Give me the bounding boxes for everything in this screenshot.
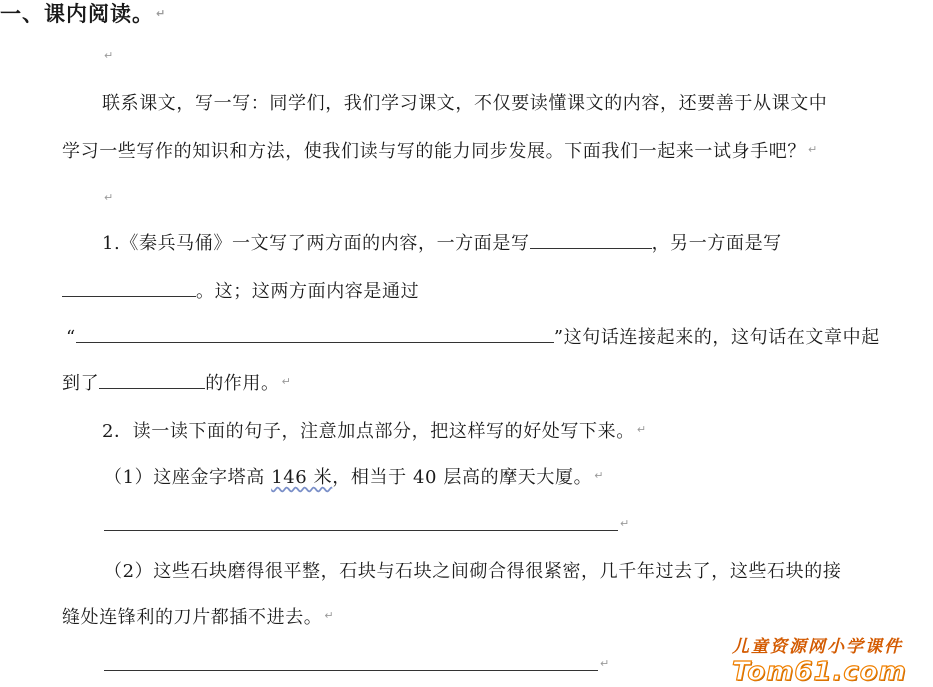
- q1-quote-open: “: [66, 327, 76, 348]
- s1-emphasis: 146 米: [271, 467, 333, 488]
- watermark-top-text: 儿童资源网小学课件: [732, 637, 903, 657]
- s1-text-post: ，相当于 40 层高的摩天大厦。: [332, 467, 593, 488]
- question-1-line-4: [62, 372, 291, 398]
- q1-text-e: 到了: [62, 373, 100, 394]
- paragraph-mark-icon: ↵: [104, 49, 114, 62]
- intro-text-2: 学习一些写作的知识和方法，使我们读与写的能力同步发展。下面我们一起来一试身手吧？: [62, 141, 806, 162]
- intro-text-1: 联系课文，写一写：同学们，我们学习课文，不仅要读懂课文的内容，还要善于从课文中: [102, 93, 828, 114]
- question-1-line-3: [66, 326, 880, 350]
- heading-text: 一、课内阅读。: [0, 2, 154, 26]
- answer-blank-5[interactable]: [104, 514, 618, 531]
- question-2-sentence-2-line-1: [104, 560, 841, 584]
- q1-text-a: 1.《秦兵马俑》一文写了两方面的内容，一方面是写: [102, 233, 530, 254]
- question-1-line-1: [102, 232, 782, 256]
- paragraph-mark-icon: ↵: [104, 191, 114, 204]
- q1-text-b: ，另一方面是写: [651, 233, 782, 254]
- paragraph-mark-icon: ↵: [324, 609, 335, 622]
- paragraph-mark-icon: ↵: [156, 7, 167, 20]
- s1-text-pre: （1）这座金字塔高: [104, 467, 272, 488]
- q2-prompt-text: 2．读一读下面的句子，注意加点部分，把这样写的好处写下来。: [102, 421, 635, 442]
- question-1-line-2: [62, 280, 419, 304]
- answer-blank-2[interactable]: [62, 280, 196, 297]
- answer-blank-6[interactable]: [104, 654, 598, 671]
- paragraph-mark-icon: ↵: [620, 517, 630, 530]
- section-heading: [0, 2, 166, 30]
- s2-text-1: （2）这些石块磨得很平整，石块与石块之间砌合得很紧密，几千年过去了，这些石块的接: [104, 561, 842, 582]
- site-watermark: [732, 632, 930, 687]
- question-2-prompt: [102, 420, 647, 446]
- empty-paragraph: [102, 188, 114, 214]
- answer-blank-3[interactable]: [76, 326, 554, 343]
- intro-line-1: [102, 92, 827, 116]
- empty-paragraph: [102, 46, 114, 72]
- q1-text-c: 。这；这两方面内容是通过: [196, 281, 420, 302]
- paragraph-mark-icon: ↵: [594, 469, 605, 482]
- paragraph-mark-icon: ↵: [600, 657, 610, 670]
- answer-line-2: [104, 654, 610, 680]
- question-2-sentence-2-line-2: [62, 606, 334, 632]
- watermark-logo-text: Tom61.com: [732, 657, 907, 687]
- answer-blank-1[interactable]: [530, 232, 652, 249]
- paragraph-mark-icon: ↵: [636, 423, 647, 436]
- question-2-sentence-1: [104, 466, 604, 492]
- answer-blank-4[interactable]: [99, 372, 205, 389]
- answer-line-1: [104, 514, 630, 540]
- s2-text-2: 缝处连锋利的刀片都插不进去。: [62, 607, 323, 628]
- paragraph-mark-icon: ↵: [808, 143, 818, 156]
- intro-line-2: [62, 140, 818, 166]
- paragraph-mark-icon: ↵: [281, 375, 292, 388]
- q1-text-f: 的作用。: [205, 373, 280, 394]
- q1-text-d: ”这句话连接起来的，这句话在文章中起: [553, 327, 880, 348]
